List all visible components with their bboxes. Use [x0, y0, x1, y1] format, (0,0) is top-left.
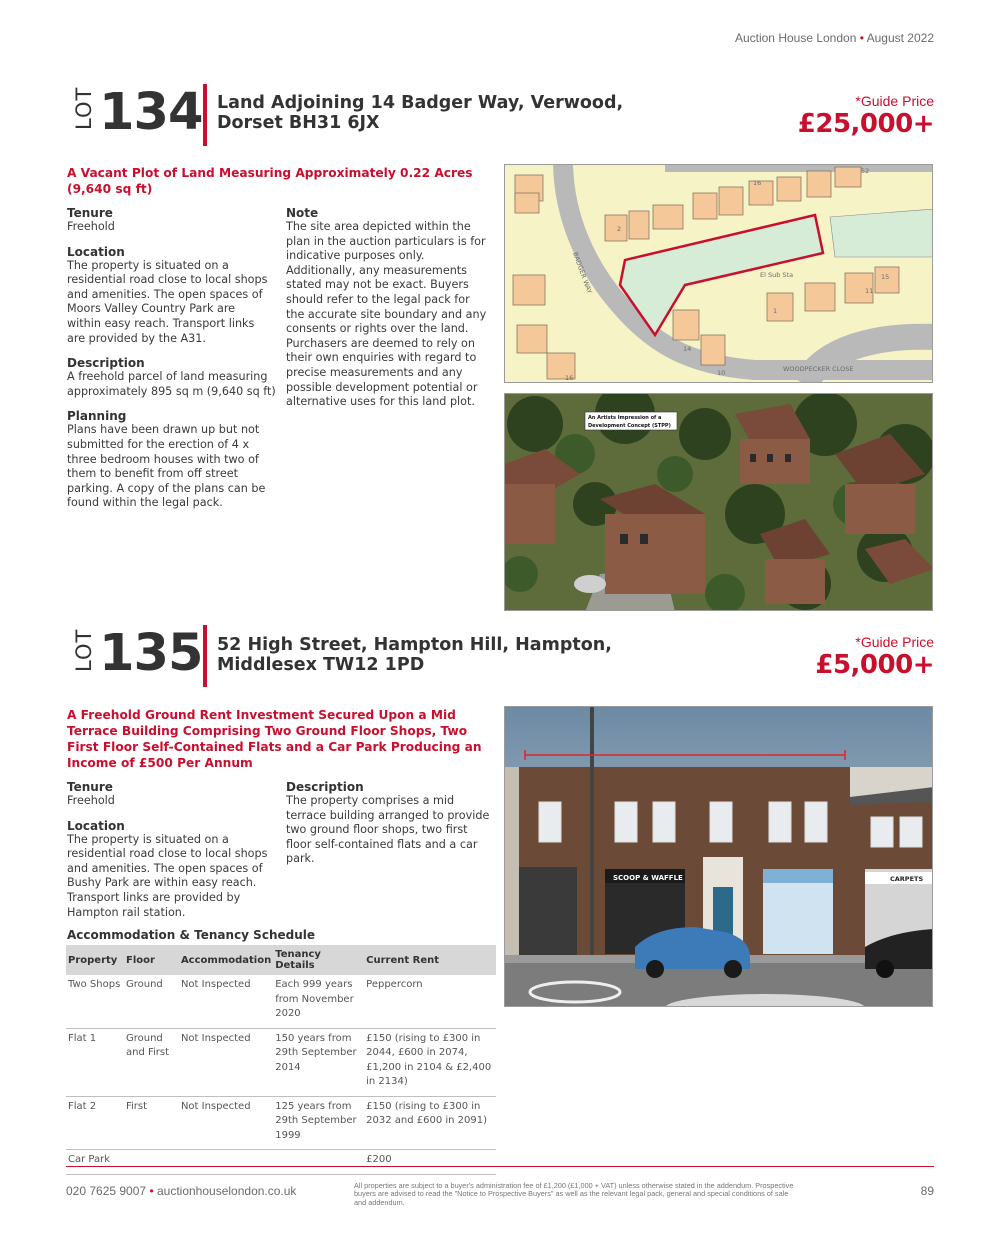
headline-line: Income of £500 Per Annum — [67, 756, 253, 770]
disclaimer-line: All properties are subject to a buyer's administration fee of £1,200 (£1,000 + VAT) unless otherwise stated in the addendum. Prospective — [354, 1181, 794, 1190]
disclaimer-line: and addendum. — [354, 1197, 405, 1207]
publication-date: August 2022 — [866, 31, 934, 45]
text-line: consents or rights over the land. — [286, 322, 469, 336]
map-substation-label: El Sub Sta — [760, 271, 794, 279]
text-line: The property is situated on a — [67, 832, 229, 846]
site-plan-map — [504, 164, 933, 383]
tenure-heading: Tenure — [67, 206, 113, 220]
publication-name: Auction House London — [734, 31, 857, 45]
note-heading: Note — [286, 206, 319, 220]
footer-phone[interactable]: 020 7625 9007 — [66, 1184, 147, 1198]
table-cell: Not Inspected — [179, 1028, 273, 1096]
lot-134-guide-label: *Guide Price — [855, 93, 934, 109]
map-plot-number: 1 — [773, 307, 778, 315]
text-line: and amenities. The open spaces of — [67, 861, 263, 875]
lot-134-divider — [203, 84, 207, 146]
text-line: within easy reach. Transport links — [67, 316, 255, 330]
headline-line: First Floor Self-Contained Flats and a Car Park Producing an — [67, 740, 482, 754]
text-line: Hampton rail station. — [67, 905, 186, 919]
text-line: found within the legal pack. — [67, 496, 223, 510]
text-line: possible development potential or — [286, 380, 478, 394]
table-cell — [273, 1150, 364, 1175]
text-line: The site area depicted within the — [286, 220, 471, 233]
text-line: residential road close to local shops — [67, 847, 268, 861]
map-plot-number: 52 — [861, 167, 870, 175]
lot-134-number: 134 — [99, 83, 203, 142]
lot-134-headline — [67, 165, 497, 197]
table-cell: Flat 1 — [66, 1028, 124, 1096]
table-cell: 150 years from 29th September 2014 — [273, 1028, 364, 1096]
lot-134-title — [217, 93, 657, 133]
column-header-tenancy-details: Tenancy Details — [273, 945, 364, 975]
map-plot-number: 15 — [881, 273, 890, 281]
lot-134-headline-line1: A Vacant Plot of Land Measuring Approximately 0.22 Acres — [67, 166, 473, 180]
page-header — [735, 31, 934, 45]
property-street-photo — [504, 706, 933, 1007]
map-plot-number: 14 — [683, 345, 692, 353]
text-line: Additionally, any measurements — [286, 263, 468, 277]
map-plot-number: 16 — [565, 374, 574, 382]
lot-135-number: 135 — [99, 624, 203, 683]
table-cell: £150 (rising to £300 in 2032 and £600 in 2091) — [364, 1096, 496, 1150]
text-line: Transport links are provided by — [67, 890, 241, 904]
table-cell: £150 (rising to £300 in 2044, £600 in 2074, £1,200 in 2104 & £2,400 in 2134) — [364, 1028, 496, 1096]
text-line: approximately 895 sq m (9,640 sq ft) — [67, 384, 276, 398]
render-caption-line1: An Artists Impression of a — [588, 415, 662, 421]
text-line: precise measurements and any — [286, 365, 463, 379]
lot-135-guide-price: £5,000+ — [815, 650, 934, 680]
table-cell: Car Park — [66, 1150, 124, 1175]
footer-divider — [66, 1166, 934, 1167]
text-line: are provided by the A31. — [67, 331, 206, 345]
location-text — [67, 833, 282, 921]
lot-134-title-line1: Land Adjoining 14 Badger Way, Verwood, — [217, 93, 624, 113]
text-line: submitted for the erection of 4 x — [67, 437, 250, 451]
text-line: terrace building arranged to provide — [286, 808, 490, 822]
lot-135-divider — [203, 625, 207, 687]
lot-134-label: LOT — [72, 86, 96, 130]
text-line: Plans have been drawn up but not — [67, 423, 260, 437]
tenure-heading: Tenure — [67, 780, 113, 794]
schedule-title: Accommodation & Tenancy Schedule — [67, 928, 316, 942]
column-header-accommodation: Accommodation — [179, 945, 273, 975]
table-cell: Flat 2 — [66, 1096, 124, 1150]
text-line: alternative uses for this land plot. — [286, 395, 475, 409]
table-cell — [179, 1150, 273, 1175]
table-cell: Peppercorn — [364, 975, 496, 1028]
description-text — [286, 794, 501, 867]
headline-line: A Freehold Ground Rent Investment Secured Upon a Mid — [67, 708, 456, 722]
text-line: them to benefit from off street — [67, 467, 238, 481]
lot-135-title — [217, 635, 657, 675]
disclaimer-line: buyers are advised to read the "Notice to Prospective Buyers" as well as the relevant legal pack, general and special conditions of sale — [354, 1189, 789, 1199]
table-cell: Ground — [124, 975, 179, 1028]
photo-shop-sign-scoop-waffle: SCOOP & WAFFLE — [613, 874, 683, 882]
lot-134-right-column — [286, 206, 501, 410]
text-line: park. — [286, 852, 315, 866]
text-line: plan in the auction particulars is for — [286, 234, 486, 248]
lot-134-headline-line2: (9,640 sq ft) — [67, 182, 153, 196]
planning-text — [67, 423, 282, 511]
lot-135-label: LOT — [72, 628, 96, 672]
lot-135-guide-label: *Guide Price — [855, 634, 934, 650]
text-line: A freehold parcel of land measuring — [67, 370, 268, 384]
table-row — [66, 1028, 496, 1096]
column-header-current-rent: Current Rent — [364, 945, 496, 975]
table-cell — [124, 1150, 179, 1175]
text-line: Moors Valley Country Park are — [67, 302, 236, 316]
description-text — [67, 370, 282, 399]
table-cell: Not Inspected — [179, 975, 273, 1028]
description-heading: Description — [286, 780, 364, 794]
text-line: indicative purposes only. — [286, 249, 425, 263]
text-line: and amenities. The open spaces of — [67, 287, 263, 301]
footer-disclaimer — [354, 1182, 844, 1207]
lot-135-left-column — [67, 780, 282, 920]
footer-contact — [66, 1184, 296, 1198]
footer-website-link[interactable]: auctionhouselondon.co.uk — [156, 1184, 297, 1198]
column-header-floor: Floor — [124, 945, 179, 975]
text-line: parking. A copy of the plans can be — [67, 481, 266, 495]
lot-134-left-column — [67, 206, 282, 511]
footer-separator: • — [149, 1184, 154, 1198]
location-heading: Location — [67, 818, 125, 833]
text-line: floor self-contained flats and a car — [286, 837, 478, 851]
location-heading: Location — [67, 244, 125, 259]
text-line: residential road close to local shops — [67, 273, 268, 287]
location-text — [67, 259, 282, 347]
map-road-woodpecker-close: WOODPECKER CLOSE — [783, 365, 854, 373]
tenure-text: Freehold — [67, 794, 115, 807]
header-separator: • — [859, 31, 864, 45]
text-line: the accurate site boundary and any — [286, 307, 487, 321]
table-cell: 125 years from 29th September 1999 — [273, 1096, 364, 1150]
map-plot-number: 16 — [753, 179, 762, 187]
headline-line: Terrace Building Comprising Two Ground Floor Shops, Two — [67, 724, 468, 738]
note-text — [286, 220, 501, 410]
planning-heading: Planning — [67, 409, 127, 424]
map-road-badger-way: BADGER WAY — [571, 250, 594, 295]
table-row — [66, 1150, 496, 1175]
table-cell: Not Inspected — [179, 1096, 273, 1150]
table-cell: Each 999 years from November 2020 — [273, 975, 364, 1028]
text-line: their own enquiries with regard to — [286, 351, 477, 365]
table-cell: £200 — [364, 1150, 496, 1175]
lot-135-headline — [67, 707, 501, 771]
table-cell: Two Shops — [66, 975, 124, 1028]
lot-134-guide-price: £25,000+ — [797, 109, 934, 139]
lot-135-title-line1: 52 High Street, Hampton Hill, Hampton, — [217, 635, 612, 655]
table-header-row — [66, 945, 496, 975]
text-line: Purchasers are deemed to rely on — [286, 336, 475, 350]
map-plot-number: 2 — [617, 225, 622, 233]
text-line: should refer to the legal pack for — [286, 292, 470, 306]
table-cell: First — [124, 1096, 179, 1150]
text-line: The property is situated on a — [67, 258, 229, 272]
table-row — [66, 1096, 496, 1150]
description-heading: Description — [67, 356, 145, 371]
development-render-image — [504, 393, 933, 611]
text-line: The property comprises a mid — [286, 794, 455, 807]
tenure-text: Freehold — [67, 220, 115, 233]
render-caption-line2: Development Concept (STPP) — [588, 423, 671, 429]
lot-135-right-column — [286, 780, 501, 867]
tenancy-schedule-table — [66, 945, 496, 1175]
text-line: two ground floor shops, two first — [286, 823, 468, 837]
map-plot-number: 11 — [865, 287, 874, 295]
text-line: three bedroom houses with two of — [67, 452, 259, 466]
map-plot-number: 10 — [717, 369, 726, 377]
text-line: stated may not be exact. Buyers — [286, 278, 469, 292]
text-line: Bushy Park are within easy reach. — [67, 876, 257, 890]
column-header-property: Property — [66, 945, 124, 975]
lot-135-title-line2: Middlesex TW12 1PD — [217, 655, 425, 675]
table-row — [66, 975, 496, 1028]
photo-shop-sign-carpets: CARPETS — [890, 875, 924, 883]
lot-134-title-line2: Dorset BH31 6JX — [217, 113, 380, 133]
table-cell: Ground and First — [124, 1028, 179, 1096]
page-number: 89 — [920, 1184, 934, 1198]
